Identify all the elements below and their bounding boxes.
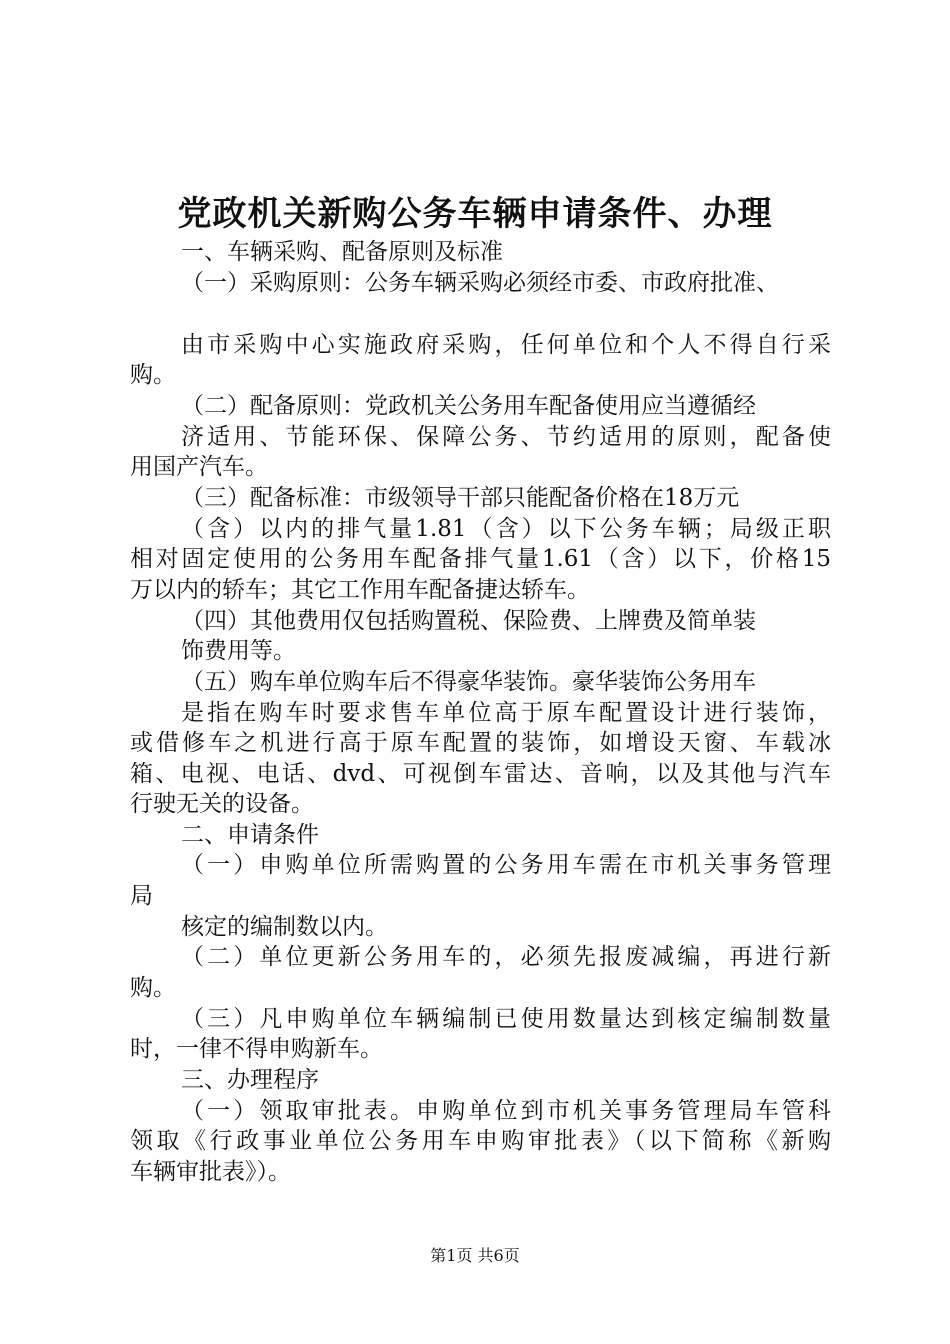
paragraph-line: 箱、电视、电话、dvd、可视倒车雷达、音响，以及其他与汽车 [130, 761, 831, 787]
section-heading-1: 一、车辆采购、配备原则及标准 [181, 239, 503, 265]
paragraph-line: （五）购车单位购车后不得豪华装饰。豪华装饰公务用车 [181, 669, 756, 695]
paragraph-line: 由市采购中心实施政府采购，任何单位和个人不得自行采 [181, 332, 831, 358]
paragraph-line: 购。 [130, 975, 176, 1001]
paragraph-line: 车辆审批表》）。 [130, 1159, 291, 1185]
paragraph-line: （一）领取审批表。申购单位到市机关事务管理局车管科 [181, 1098, 831, 1124]
paragraph-line: 时，一律不得申购新车。 [130, 1036, 383, 1062]
paragraph-line: 相对固定使用的公务用车配备排气量1.61（含）以下，价格15 [130, 546, 831, 572]
paragraph-line: 购。 [130, 362, 176, 388]
paragraph-line: （四）其他费用仅包括购置税、保险费、上牌费及简单装 [181, 608, 756, 634]
paragraph-line: 核定的编制数以内。 [181, 914, 388, 940]
section-heading-3: 三、办理程序 [181, 1067, 319, 1093]
paragraph-line: （二）单位更新公务用车的，必须先报废减编，再进行新 [181, 944, 831, 970]
paragraph-line: 济适用、节能环保、保障公务、节约适用的原则，配备使 [181, 424, 831, 450]
paragraph-line: （三）凡申购单位车辆编制已使用数量达到核定编制数量 [181, 1006, 831, 1032]
paragraph-line: （含）以内的排气量1.81（含）以下公务车辆；局级正职 [181, 516, 831, 542]
section-heading-2: 二、申请条件 [181, 822, 319, 848]
paragraph-line: （一）采购原则：公务车辆采购必须经市委、市政府批准、 [181, 270, 779, 296]
paragraph-line: 用国产汽车。 [130, 454, 268, 480]
page-number-footer: 第1页 共6页 [430, 1246, 520, 1265]
paragraph-line: （三）配备标准：市级领导干部只能配备价格在18万元 [181, 485, 740, 511]
paragraph-line: （一）申购单位所需购置的公务用车需在市机关事务管理 [181, 852, 831, 878]
document-title: 党政机关新购公务车辆申请条件、办理 [177, 194, 773, 234]
paragraph-line: 局 [130, 883, 153, 909]
paragraph-line: 或借修车之机进行高于原车配置的装饰，如增设天窗、车载冰 [130, 730, 831, 756]
paragraph-line: （二）配备原则：党政机关公务用车配备使用应当遵循经 [181, 393, 756, 419]
paragraph-line: 领取《行政事业单位公务用车申购审批表》（以下简称《新购 [130, 1128, 831, 1154]
paragraph-line: 饰费用等。 [181, 638, 296, 664]
paragraph-line: 万以内的轿车；其它工作用车配备捷达轿车。 [130, 577, 590, 603]
paragraph-line: 是指在购车时要求售车单位高于原车配置设计进行装饰， [181, 700, 831, 726]
paragraph-line: 行驶无关的设备。 [130, 791, 314, 817]
